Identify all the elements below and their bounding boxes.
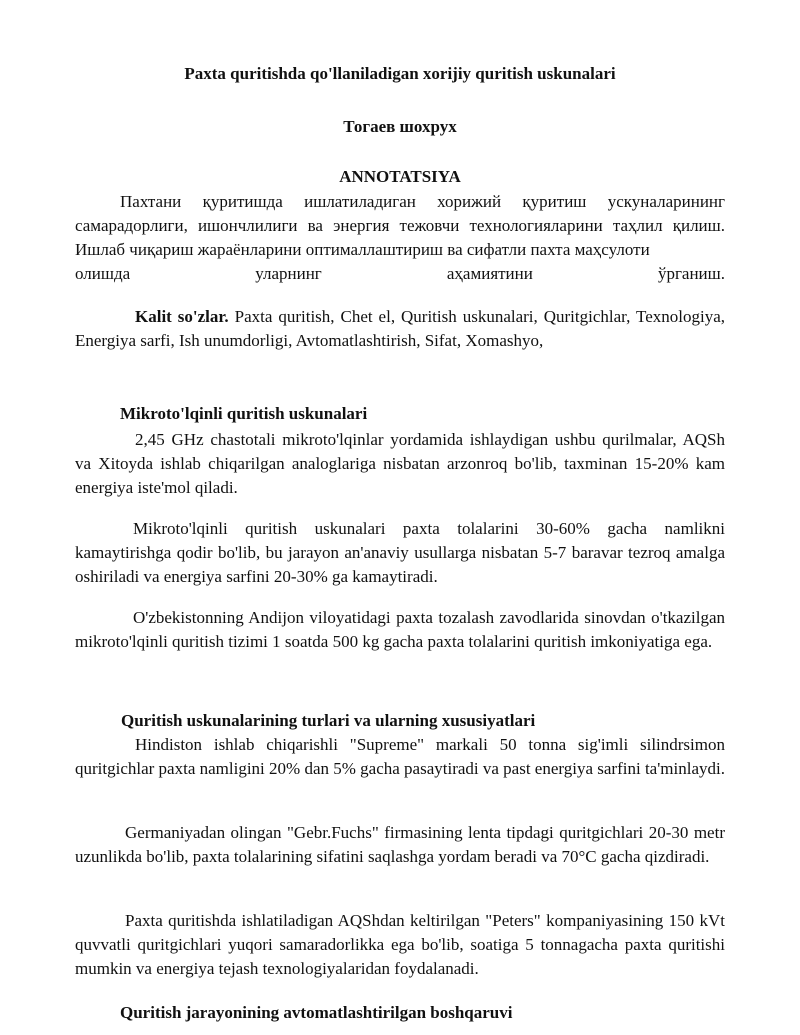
section2-paragraph-1: Hindiston ishlab chiqarishli "Supreme" markali 50 tonna sig'imli silindrsimon quritgichlar paxta namligini 20% dan 5% gacha pasaytiradi va past energiya sarfini ta'minlaydi. xyxy=(75,735,725,778)
section2-paragraph-2: Germaniyadan olingan "Gebr.Fuchs" firmasining lenta tipdagi quritgichlari 20-30 metr uzunlikda bo'lib, paxta tolalarining sifatini saqlashga yordam beradi va 70°C gacha qizdiradi. xyxy=(75,823,725,866)
section-heading-microwave: Mikroto'lqinli quritish uskunalari xyxy=(120,404,368,423)
keywords-text: Paxta quritish, Chet el, Quritish uskunalari, Quritgichlar, Texnologiya, Energiya sarfi, Ish unumdorligi, Avtomatlashtirish, Sifat, Xomashyo, xyxy=(75,307,726,350)
keywords-label: Kalit so'zlar. xyxy=(135,307,229,326)
author-name: Тогаев шохрух xyxy=(343,117,457,136)
section-heading-automation: Quritish jarayonining avtomatlashtirilgan boshqaruvi xyxy=(120,1003,513,1022)
keywords-paragraph xyxy=(75,305,725,353)
annotation-text: Пахтани қуритишда ишлатиладиган хорижий қуритиш ускуналарининг самарадорлиги, ишончлилиги ва энергия тежовчи технологияларини таҳлил қилиш. Ишлаб чиқариш жараёнларини оптималлаштириш ва сифатли пахта маҳсулоти xyxy=(75,192,725,259)
section1-paragraph-2: Mikroto'lqinli quritish uskunalari paxta tolalarini 30-60% gacha namlikni kamaytirishga qodir bo'lib, bu jarayon an'anaviy usullarga nisbatan 5-7 baravar tezroq amalga oshiriladi va energiya sarfini 20-30% ga kamaytiradi. xyxy=(75,519,725,586)
section1-paragraph-3: O'zbekistonning Andijon viloyatidagi paxta tozalash zavodlarida sinovdan o'tkazilgan mikroto'lqinli quritish tizimi 1 soatda 500 kg gacha paxta tolalarini quritish imkoniyatiga ega. xyxy=(75,608,725,651)
section-heading-dryer-types: Quritish uskunalarining turlari va ularning xususiyatlari xyxy=(121,711,536,730)
section2-paragraph-3: Paxta quritishda ishlatiladigan AQShdan keltirilgan "Peters" kompaniyasining 150 kVt quvvatli quritgichlari yuqori samaradorlikka ega bo'lib, soatiga 5 tonnagacha paxta quritishi mumkin va energiya tejash texnologiyalaridan foydalanadi. xyxy=(75,911,725,978)
section1-paragraph-1: 2,45 GHz chastotali mikroto'lqinlar yordamida ishlaydigan ushbu qurilmalar, AQSh va Xitoyda ishlab chiqarilgan analoglariga nisbatan arzonroq bo'lib, taxminan 15-20% kam energiya iste'mol qiladi. xyxy=(75,430,725,497)
annotation-heading: ANNOTATSIYA xyxy=(339,167,461,186)
annotation-text-last-line: олишда уларнинг аҳамиятини ўрганиш. xyxy=(75,264,725,283)
document-title: Paxta quritishda qo'llaniladigan xorijiy quritish uskunalari xyxy=(184,64,616,83)
